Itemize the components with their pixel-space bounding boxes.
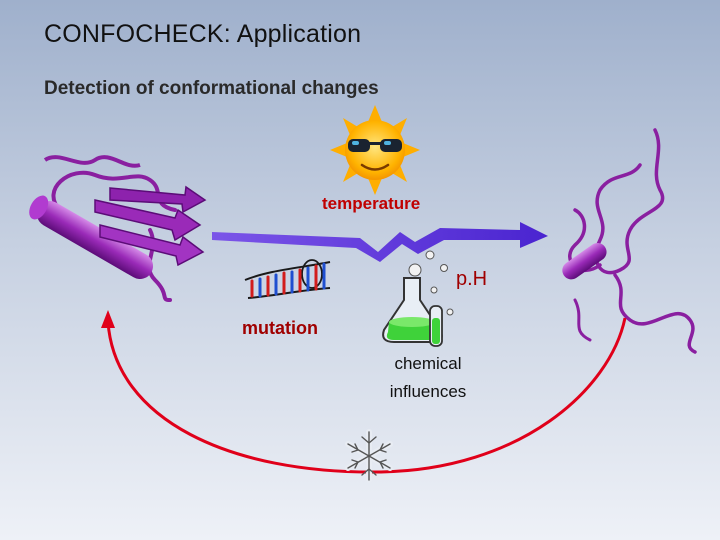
chemical-label-line2: influences	[389, 382, 467, 401]
sun-with-sunglasses-icon	[330, 105, 420, 195]
temperature-label: temperature	[322, 194, 421, 213]
ph-label: p.H	[456, 268, 488, 290]
flask-icon	[383, 251, 453, 346]
unfolded-protein-icon	[559, 130, 695, 352]
folded-protein-icon	[25, 157, 205, 300]
slide-subtitle: Detection of conformational changes	[44, 78, 379, 99]
lightning-arrow-icon	[212, 222, 548, 262]
chemical-influences-label	[380, 350, 476, 406]
slide-title: CONFOCHECK: Application	[44, 20, 362, 48]
return-arrow-icon	[101, 310, 625, 472]
mutation-label: mutation	[242, 318, 318, 338]
chemical-label-line1: chemical	[394, 354, 462, 373]
dna-icon	[245, 260, 330, 298]
